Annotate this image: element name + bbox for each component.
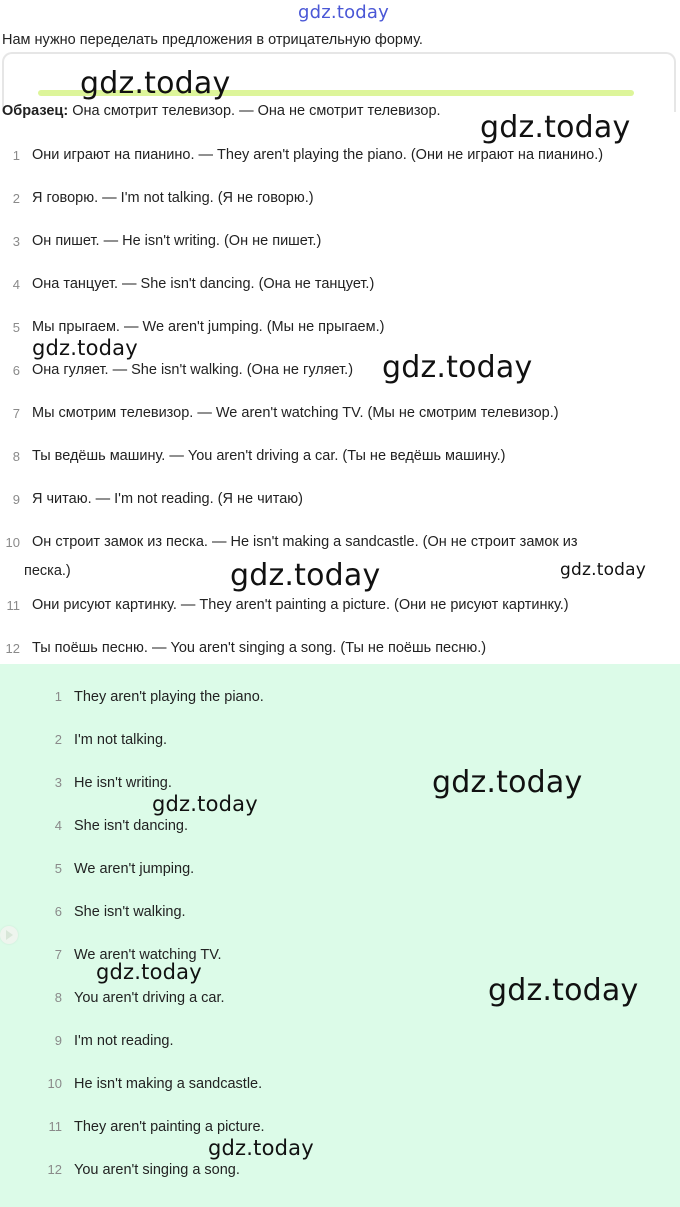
item-number: 11 [48,1119,62,1134]
item-number: 3 [12,234,20,249]
watermark: gdz.today [488,973,639,1008]
item-text: Мы прыгаем. — We aren't jumping. (Мы не прыгаем.) [32,319,385,335]
watermark: gdz.today [80,66,231,101]
item-number: 4 [12,277,20,292]
item-text: Он пишет. — He isn't writing. (Он не пишет.) [32,233,322,249]
item-number: 8 [12,449,20,464]
item-text: We aren't jumping. [74,861,195,877]
watermark: gdz.today [432,765,583,800]
item-text: He isn't writing. [74,775,172,791]
item-text: Они играют на пианино. — They aren't playing the piano. (Они не играют на пианино.) [32,147,604,163]
item-text: Мы смотрим телевизор. — We aren't watching TV. (Мы не смотрим телевизор.) [32,405,559,421]
item-number: 9 [54,1033,62,1048]
item-number: 1 [12,148,20,163]
watermark: gdz.today [96,960,202,984]
item-text: You aren't driving a car. [74,990,225,1006]
item-text: She isn't walking. [74,904,186,920]
item-number: 8 [54,990,62,1005]
item-text: I'm not talking. [74,732,168,748]
sample-label: Образец: [2,103,69,119]
item-text: Я говорю. — I'm not talking. (Я не говорю.) [32,190,314,206]
item-number: 1 [54,689,62,704]
item-text: Он строит замок из песка. — He isn't making a sandcastle. (Он не строит замок из [32,534,578,550]
watermark: gdz.today [480,110,631,145]
item-text: They aren't painting a picture. [74,1119,265,1135]
watermark: gdz.today [32,336,138,360]
item-number: 11 [6,598,20,613]
item-number: 7 [12,406,20,421]
sample-line [2,103,441,119]
item-text: Ты поёшь песню. — You aren't singing a song. (Ты не поёшь песню.) [32,640,487,656]
intro-text: Нам нужно переделать предложения в отрицательную форму. [2,32,423,48]
watermark: gdz.today [208,1136,314,1160]
item-number: 5 [54,861,62,876]
item-text: Ты ведёшь машину. — You aren't driving a car. (Ты не ведёшь машину.) [32,448,506,464]
item-number: 2 [54,732,62,747]
item-number: 4 [54,818,62,833]
item-number: 9 [12,492,20,507]
item-number: 3 [54,775,62,790]
item-number: 6 [12,363,20,378]
item-text: песка.) [24,563,71,579]
item-text: I'm not reading. [74,1033,174,1049]
watermark: gdz.today [230,558,381,593]
item-text: Я читаю. — I'm not reading. (Я не читаю) [32,491,304,507]
item-text: Она танцует. — She isn't dancing. (Она не танцует.) [32,276,375,292]
watermark: gdz.today [152,792,258,816]
item-number: 6 [54,904,62,919]
play-icon[interactable] [0,926,18,944]
watermark: gdz.today [382,350,533,385]
item-number: 2 [12,191,20,206]
item-number: 7 [54,947,62,962]
item-number: 10 [5,535,20,550]
sample-text: Она смотрит телевизор. — Она не смотрит телевизор. [72,103,441,119]
item-text: She isn't dancing. [74,818,189,834]
watermark: gdz.today [560,560,647,580]
item-text: He isn't making a sandcastle. [74,1076,263,1092]
item-text: Они рисуют картинку. — They aren't painting a picture. (Они не рисуют картинку.) [32,597,569,613]
item-text: We aren't watching TV. [74,947,222,963]
watermark: gdz.today [298,2,390,23]
item-text: Она гуляет. — She isn't walking. (Она не гуляет.) [32,362,354,378]
item-number: 5 [12,320,20,335]
item-number: 12 [5,641,20,656]
item-text: They aren't playing the piano. [74,689,264,705]
item-number: 12 [47,1162,62,1177]
item-text: You aren't singing a song. [74,1162,240,1178]
item-number: 10 [47,1076,62,1091]
